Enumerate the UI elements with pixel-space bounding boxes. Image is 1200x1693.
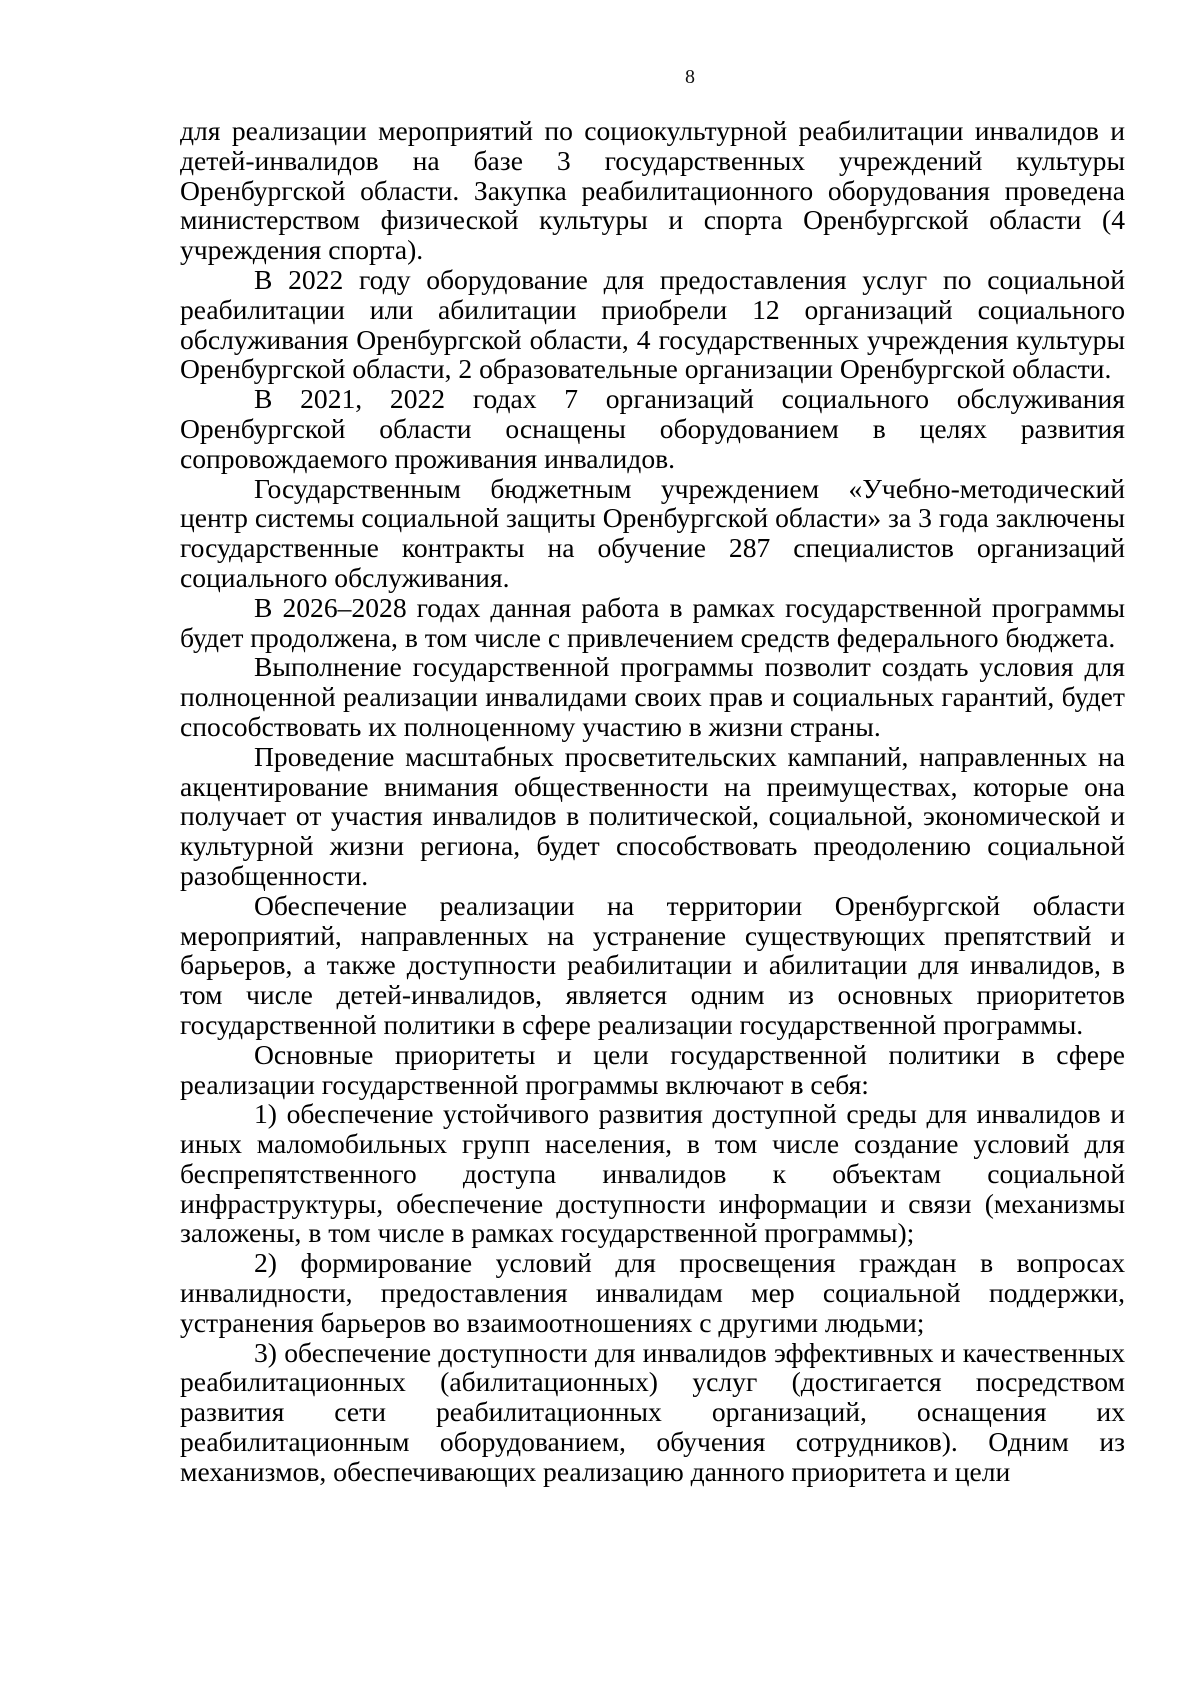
paragraph-continuation: для реализации мероприятий по социокультурной реабилитации инвалидов и детей-инвалидов на базе 3 государственных учреждений культуры Оренбургской области. Закупка реабилитационного оборудования проведена министерством физической культуры и спорта Оренбургской области (4 учреждения спорта).: [180, 115, 1125, 266]
paragraph: В 2021, 2022 годах 7 организаций социального обслуживания Оренбургской области оснащены оборудованием в целях развития сопровождаемого проживания инвалидов.: [180, 383, 1125, 474]
paragraph: Обеспечение реализации на территории Оренбургской области мероприятий, направленных на устранение существующих препятствий и барьеров, а также доступности реабилитации и абилитации для инвалидов, в том числе детей-инвалидов, является одним из основных приоритетов государственной политики в сфере реализации государственной программы.: [180, 889, 1125, 1040]
paragraph: В 2026–2028 годах данная работа в рамках государственной программы будет продолжена, в том числе с привлечением средств федерального бюджета.: [180, 591, 1125, 653]
list-item-1: 1) обеспечение устойчивого развития доступной среды для инвалидов и иных маломобильных групп населения, в том числе создание условий для беспрепятственного доступа инвалидов к объектам социальной инфраструктуры, обеспечение доступности информации и связи (механизмы заложены, в том числе в рамках государственной программы);: [180, 1098, 1125, 1249]
list-item-3: 3) обеспечение доступности для инвалидов эффективных и качественных реабилитационных (абилитационных) услуг (достигается посредством развития сети реабилитационных организаций, оснащения их реабилитационным оборудованием, обучения сотрудников). Одним из механизмов, обеспечивающих реализацию данного приоритета и цели: [180, 1336, 1125, 1487]
paragraph: Основные приоритеты и цели государственной политики в сфере реализации государственной программы включают в себя:: [180, 1038, 1125, 1100]
list-item-2: 2) формирование условий для просвещения граждан в вопросах инвалидности, предоставления инвалидам мер социальной поддержки, устранения барьеров во взаимоотношениях с другими людьми;: [180, 1247, 1125, 1338]
paragraph: Проведение масштабных просветительских кампаний, направленных на акцентирование внимания общественности на преимуществах, которые она получает от участия инвалидов в политической, социальной, экономической и культурной жизни региона, будет способствовать преодолению социальной разобщенности.: [180, 740, 1125, 891]
paragraph: Государственным бюджетным учреждением «Учебно-методический центр системы социальной защиты Оренбургской области» за 3 года заключены государственные контракты на обучение 287 специалистов организаций социального обслуживания.: [180, 472, 1125, 593]
paragraph: В 2022 году оборудование для предоставления услуг по социальной реабилитации или абилитации приобрели 12 организаций социального обслуживания Оренбургской области, 4 государственных учреждения культуры Оренбургской области, 2 образовательные организации Оренбургской области.: [180, 263, 1125, 385]
paragraph: Выполнение государственной программы позволит создать условия для полноценной реализации инвалидами своих прав и социальных гарантий, будет способствовать их полноценному участию в жизни страны.: [180, 651, 1125, 742]
document-body: [180, 116, 1125, 1487]
page-number: 8: [685, 66, 695, 88]
